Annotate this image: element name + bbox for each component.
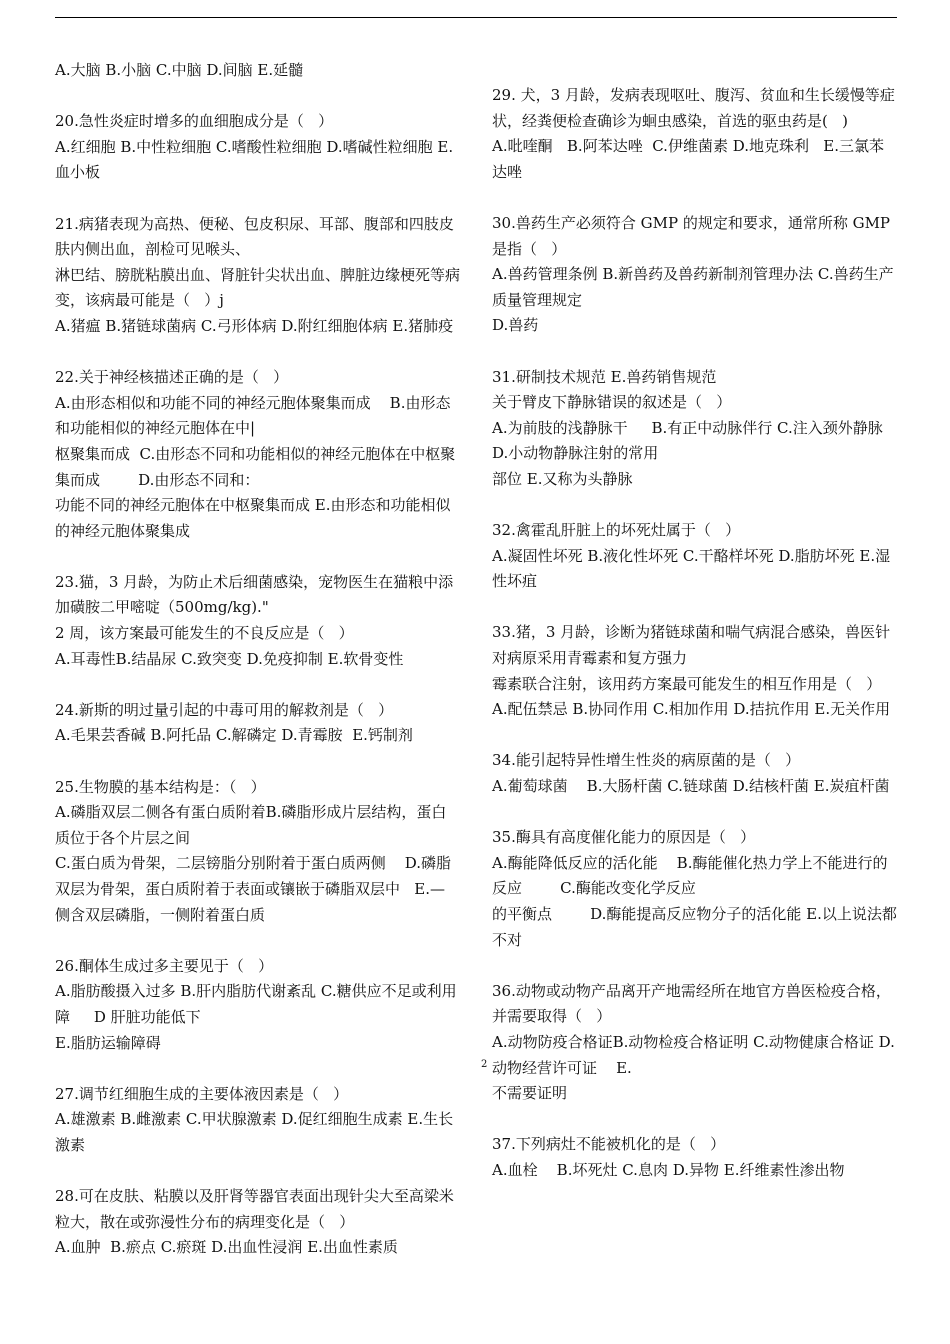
question-options: 的平衡点 D.酶能提高反应物分子的活化能 E.以上说法都不对	[492, 905, 897, 949]
question-options: 不需要证明	[492, 1084, 568, 1103]
question-text: 30.兽药生产必须符合 GMP 的规定和要求，通常所称 GMP 是指（ ）	[492, 213, 895, 258]
question-options: A.酶能降低反应的活化能 B.酶能催化热力学上不能进行的反应 C.酶能改变化学反应	[492, 853, 888, 898]
question-block	[492, 748, 897, 799]
question-options: A.磷脂双层二侧各有蛋白质附着B.磷脂形成片层结构，蛋白质位于各个片层之间	[55, 803, 447, 847]
question-block	[492, 979, 897, 1107]
question-block	[55, 954, 460, 1056]
question-options: A.耳毒性B.结晶尿 C.致突变 D.免疫抑制 E.软骨变性	[55, 649, 404, 668]
question-options: A.脂肪酸摄入过多 B.肝内脂肪代谢紊乱 C.糖供应不足或利用障 D 肝脏功能低下	[55, 982, 457, 1026]
question-block	[55, 365, 460, 544]
question-block	[55, 212, 460, 340]
question-options: A.毛果芸香碱 B.阿托品 C.解磷定 D.青霉胺 E.钙制剂	[55, 726, 413, 745]
question-text: 32.禽霍乱肝脏上的坏死灶属于（ ）	[492, 521, 741, 540]
question-block	[492, 620, 897, 722]
question-block	[492, 518, 897, 595]
question-options: 功能不同的神经元胞体在中枢聚集而成 E.由形态和功能相似的神经元胞体聚集成	[55, 496, 451, 540]
question-block	[55, 58, 460, 84]
question-text: 34.能引起特异性增生性炎的病原菌的是（ ）	[492, 751, 801, 770]
question-block	[55, 109, 460, 186]
question-text: 31.研制技术规范 E.兽药销售规范	[492, 367, 717, 386]
question-text: 33.猪，3 月龄，诊断为猪链球菌和喘气病混合感染，兽医针对病原采用青霉素和复方强力	[492, 623, 891, 668]
question-block	[55, 570, 460, 672]
question-text: 29. 犬，3 月龄，发病表现呕吐、腹泻、贫血和生长缓慢等症状，经粪便检查确诊为蛔虫感染，首选的驱虫药是( )	[492, 86, 895, 130]
question-options: A.葡萄球菌 B.大肠杆菌 C.链球菌 D.结核杆菌 E.炭疽杆菌	[492, 777, 890, 796]
question-options: A.吡喹酮 B.阿苯达唑 C.伊维菌素 D.地克珠利 E.三氯苯达唑	[492, 137, 884, 181]
question-block	[492, 825, 897, 953]
question-block	[55, 775, 460, 929]
question-options: A.凝固性坏死 B.液化性坏死 C.干酪样坏死 D.脂肪坏死 E.湿性坏疽	[492, 546, 891, 591]
question-options: 枢聚集而成 C.由形态不同和功能相似的神经元胞体在中枢聚集而成 D.由形态不同和：	[55, 444, 456, 489]
question-options: A.血栓 B.坏死灶 C.息肉 D.异物 E.纤维素性渗出物	[492, 1160, 845, 1179]
question-options: E.脂肪运输障碍	[55, 1033, 161, 1052]
left-column	[55, 58, 460, 1287]
question-options: 部位 E.又称为头静脉	[492, 469, 633, 488]
question-text: 关于臂皮下静脉错误的叙述是（ ）	[492, 393, 732, 412]
question-text: A.大脑 B.小脑 C.中脑 D.间脑 E.延髓	[55, 61, 304, 79]
question-text: 27.调节红细胞生成的主要体液因素是（ ）	[55, 1084, 349, 1103]
question-block	[55, 1082, 460, 1159]
question-options: A.配伍禁忌 B.协同作用 C.相加作用 D.拮抗作用 E.无关作用	[492, 700, 891, 719]
header-rule	[55, 17, 897, 18]
question-text: 37.下列病灶不能被机化的是（ ）	[492, 1135, 726, 1154]
question-text: 35.酶具有高度催化能力的原因是（ ）	[492, 828, 756, 847]
question-options: A.猪瘟 B.猪链球菌病 C.弓形体病 D.附红细胞体病 E.猪肺疫	[55, 316, 454, 335]
question-options: A.红细胞 B.中性粒细胞 C.嗜酸性粒细胞 D.嗜碱性粒细胞 E.血小板	[55, 137, 454, 182]
question-block	[492, 1132, 897, 1183]
question-block	[55, 1184, 460, 1261]
question-text: 36.动物或动物产品离开产地需经所在地官方兽医检疫合格，并需要取得（ ）	[492, 981, 891, 1026]
question-text: 21.病猪表现为高热、便秘、包皮积尿、耳部、腹部和四肢皮肤内侧出血，剖检可见喉头、	[55, 214, 454, 259]
question-text: 2 周，该方案最可能发生的不良反应是（ ）	[55, 624, 354, 643]
question-block	[492, 365, 897, 493]
question-block	[492, 211, 897, 339]
question-text: 22.关于神经核描述正确的是（ ）	[55, 368, 289, 387]
question-text: 霉素联合注射，该用药方案最可能发生的相互作用是（ ）	[492, 674, 882, 693]
question-options: A.动物防疫合格证B.动物检疫合格证明 C.动物健康合格证 D.动物经营许可证 E.	[492, 1032, 895, 1077]
question-text: 25.生物膜的基本结构是：（ ）	[55, 777, 266, 796]
question-options: A.为前肢的浅静脉干 B.有正中动脉伴行 C.注入颈外静脉 D.小动物静脉注射的常用	[492, 418, 888, 463]
question-options: D.兽药	[492, 316, 539, 335]
question-text: 20.急性炎症时增多的血细胞成分是（ ）	[55, 112, 334, 131]
page-number: 2	[481, 1059, 488, 1070]
question-text: 23.猫，3 月龄，为防止术后细菌感染，宠物医生在猫粮中添加磺胺二甲嘧啶（500mg/kg)."	[55, 572, 454, 617]
right-column	[492, 83, 897, 1209]
question-block	[492, 83, 897, 185]
question-text: 26.酮体生成过多主要见于（ ）	[55, 956, 274, 975]
question-block	[55, 698, 460, 749]
question-options: A.雄激素 B.雌激素 C.甲状腺激素 D.促红细胞生成素 E.生长激素	[55, 1110, 454, 1154]
question-options: A.由形态相似和功能不同的神经元胞体聚集而成 B.由形态和功能相似的神经元胞体在中|	[55, 393, 451, 438]
question-options: A.血肿 B.瘀点 C.瘀斑 D.出血性浸润 E.出血性素质	[55, 1238, 398, 1257]
question-options: C.蛋白质为骨架，二层镑脂分别附着于蛋白质两侧 D.磷脂双层为骨架，蛋白质附着于表面或镶嵌于磷脂双层中 E.—侧含双层磷脂，一侧附着蛋白质	[55, 854, 452, 924]
question-text: 28.可在皮肤、粘膜以及肝肾等器官表面出现针尖大至高梁米粒大，散在或弥漫性分布的病理变化是（ ）	[55, 1187, 454, 1231]
question-options: A.兽药管理条例 B.新兽药及兽药新制剂管理办法 C.兽药生产质量管理规定	[492, 265, 894, 309]
question-text: 24.新斯的明过量引起的中毒可用的解救剂是（ ）	[55, 700, 394, 719]
question-text: 淋巴结、膀胱粘膜出血、肾脏针尖状出血、脾脏边缘梗死等病变，该病最可能是（ ）j	[55, 265, 461, 310]
